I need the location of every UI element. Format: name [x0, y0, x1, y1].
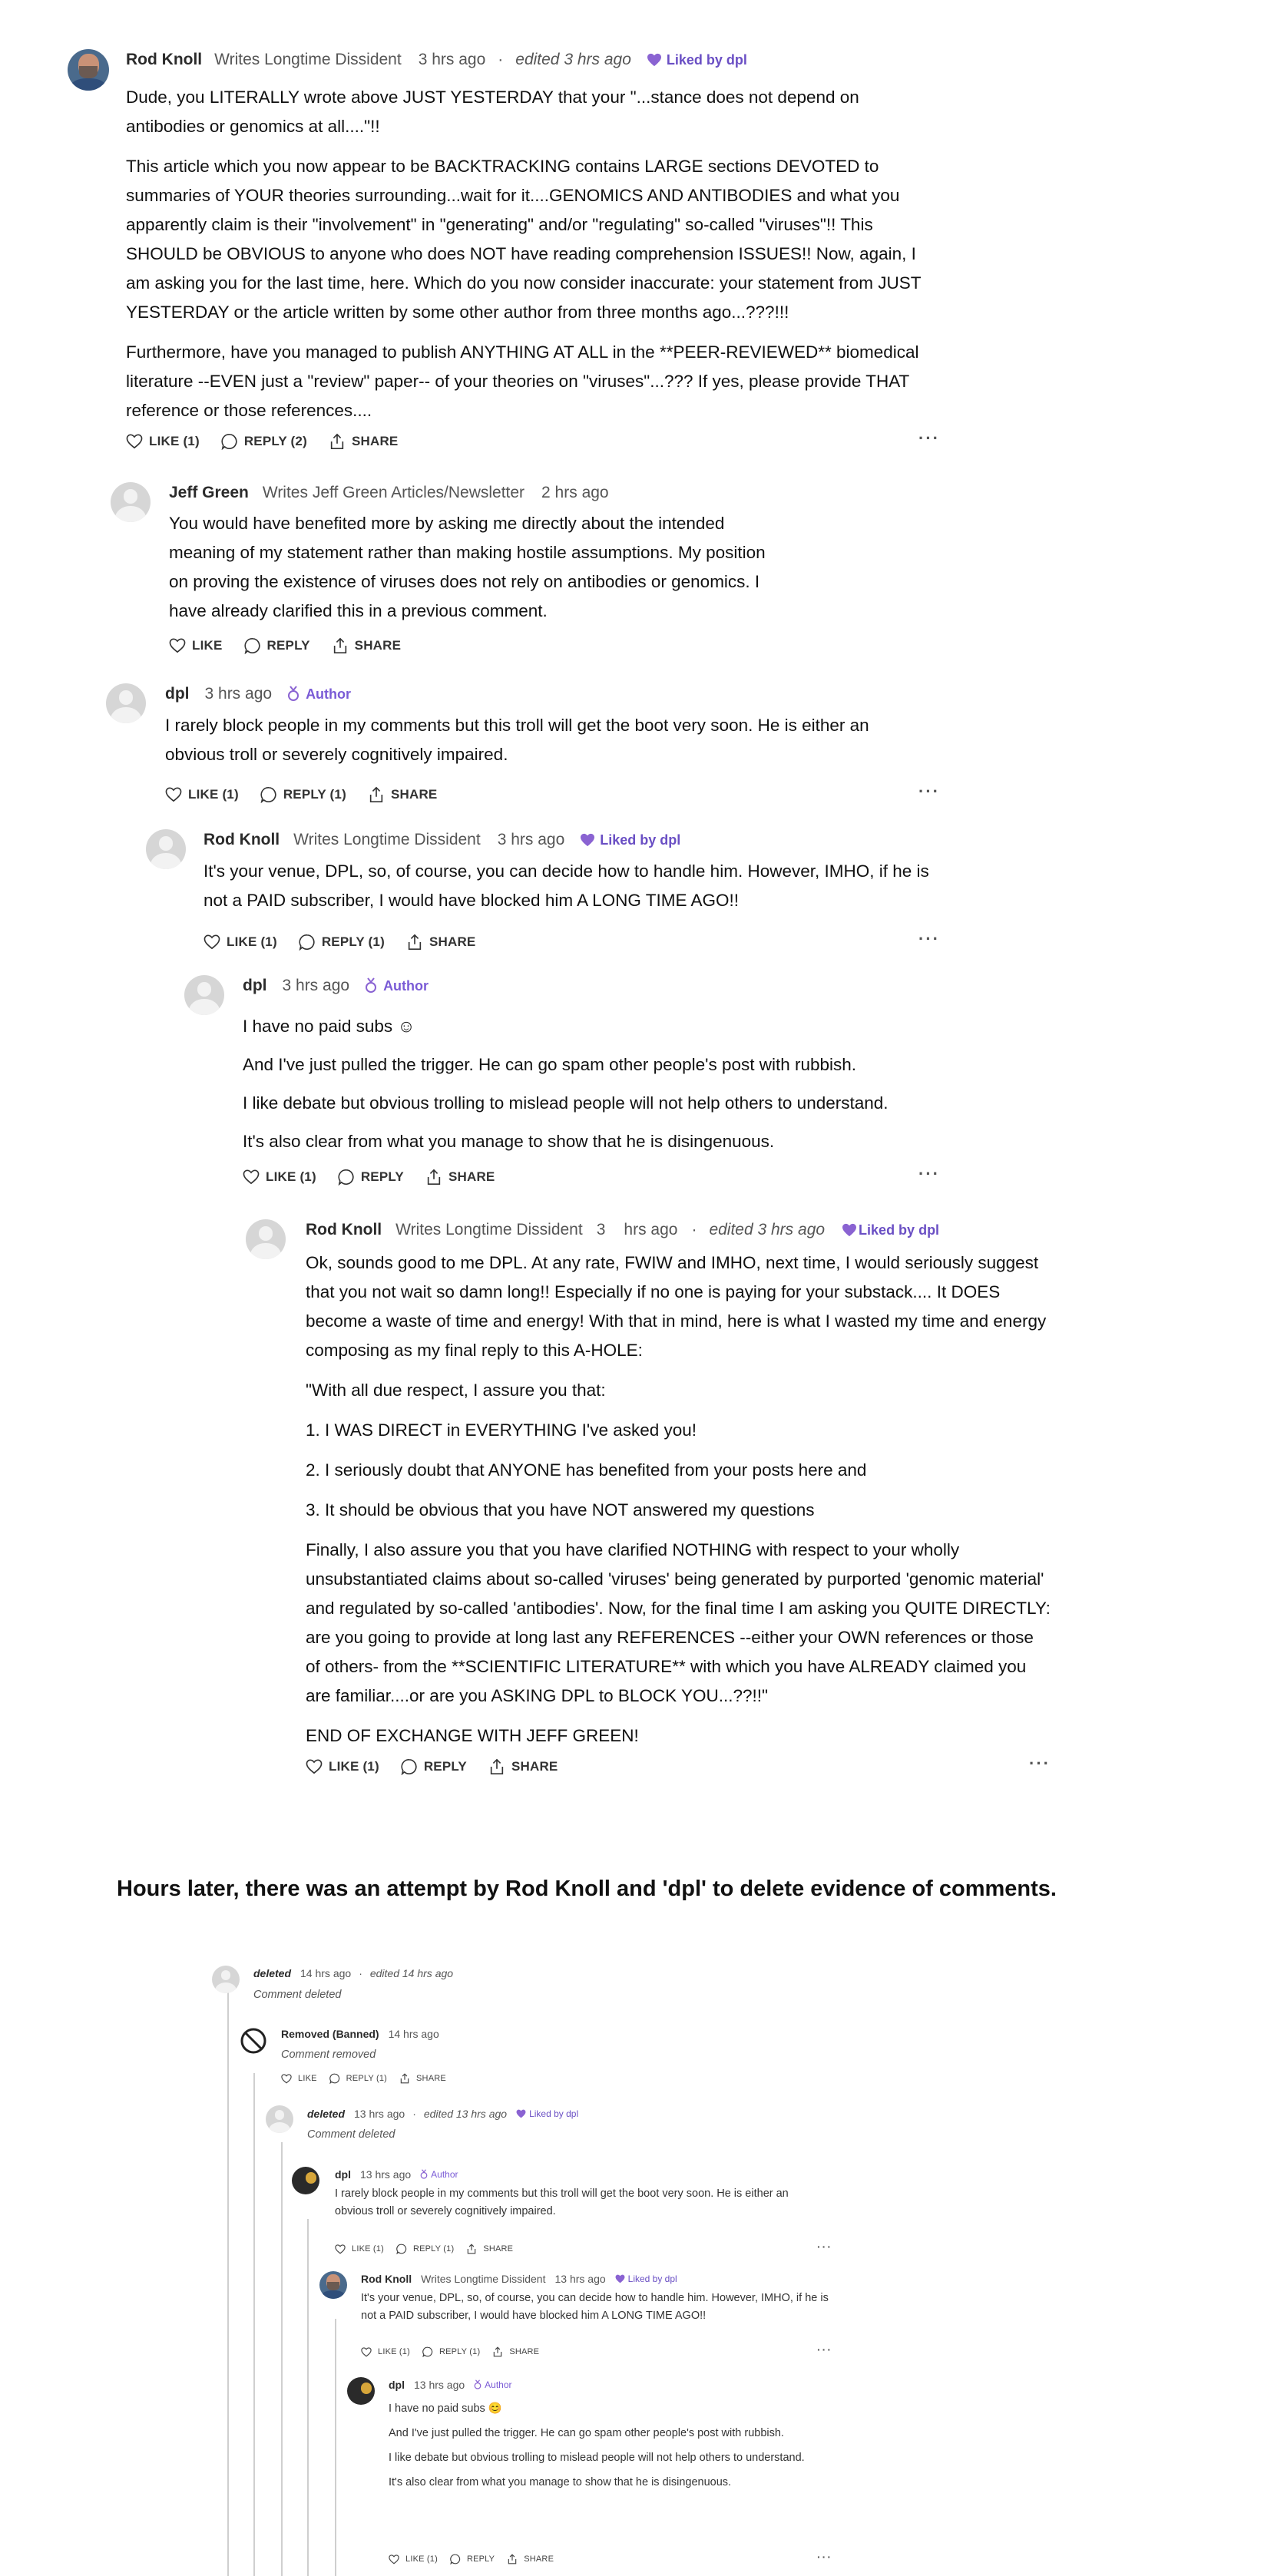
- reply-button[interactable]: REPLY (1): [260, 786, 346, 803]
- comment-paragraph: Ok, sounds good to me DPL. At any rate, FWIW and IMHO, next time, I would seriously suggest that you not wait so damn long!! Especially if no one is paying for your substack.... It DOES become a waste of time and energy! With that in mind, here is what I wasted my time and energy composing as my final reply to this A-HOLE:: [306, 1253, 1047, 1360]
- more-options-icon[interactable]: ···: [918, 929, 940, 948]
- comment-header: [126, 51, 747, 69]
- comment-actions: [361, 2346, 561, 2357]
- comment-header: [281, 2028, 439, 2040]
- author-name[interactable]: deleted: [253, 1967, 292, 1979]
- comment-header: [389, 2379, 512, 2391]
- comment-bubble-icon: [299, 934, 316, 951]
- comment-bubble-icon: [338, 1169, 355, 1185]
- comment-paragraph: 2. I seriously doubt that ANYONE has benefited from your posts here and: [306, 1460, 867, 1480]
- author-name[interactable]: Rod Knoll: [361, 2273, 412, 2285]
- comment-body: [361, 2290, 837, 2325]
- comment-paragraph: And I've just pulled the trigger. He can go spam other people's post with rubbish.: [243, 1055, 857, 1074]
- share-icon: [425, 1169, 442, 1185]
- ban-icon: [240, 2027, 267, 2055]
- timestamp[interactable]: 3 hrs ago: [497, 831, 565, 848]
- like-button[interactable]: LIKE (1): [306, 1759, 379, 1774]
- share-icon: [488, 1758, 505, 1775]
- heart-outline-icon: [281, 2074, 292, 2084]
- more-options-icon[interactable]: ···: [817, 2240, 832, 2253]
- timestamp[interactable]: 3 hrs ago: [282, 977, 350, 994]
- heart-icon: [647, 53, 662, 67]
- more-options-icon[interactable]: ···: [817, 2551, 832, 2563]
- comment-paragraph: You would have benefited more by asking me directly about the intended meaning of my statement rather than making hostile assumptions. My position on proving the existence of viruses does not rely on antibodies or genomics. I have already clarified this in a previous comment.: [169, 514, 766, 620]
- reply-button[interactable]: REPLY (1): [422, 2346, 480, 2357]
- reply-button[interactable]: REPLY: [450, 2554, 495, 2564]
- liked-label: Liked by dpl: [600, 832, 681, 848]
- author-badge: Author: [365, 977, 429, 994]
- author-name[interactable]: deleted: [307, 2108, 346, 2120]
- avatar[interactable]: [68, 49, 109, 91]
- author-byline[interactable]: Writes Jeff Green Articles/Newsletter: [262, 484, 525, 501]
- like-button[interactable]: LIKE (1): [204, 934, 277, 950]
- like-button[interactable]: LIKE (1): [126, 434, 200, 449]
- author-name[interactable]: dpl: [335, 2168, 351, 2181]
- reply-button[interactable]: REPLY: [244, 637, 310, 654]
- comment-actions: [389, 2554, 575, 2564]
- timestamp[interactable]: 13 hrs ago: [354, 2108, 405, 2120]
- reply-button[interactable]: REPLY (1): [329, 2073, 387, 2084]
- liked-label: Liked by dpl: [666, 51, 747, 68]
- comment-paragraph: "With all due respect, I assure you that:: [306, 1381, 606, 1400]
- avatar[interactable]: [266, 2105, 293, 2133]
- like-button[interactable]: LIKE (1): [335, 2244, 384, 2254]
- author-byline[interactable]: Writes Longtime Dissident: [395, 1221, 583, 1238]
- comment-bubble-icon: [396, 2244, 407, 2254]
- comment-bubble-icon: [244, 637, 261, 654]
- timestamp[interactable]: 14 hrs ago: [300, 1967, 352, 1979]
- liked-badge: [647, 52, 747, 68]
- thread-line: [281, 2142, 283, 2576]
- like-button[interactable]: LIKE (1): [243, 1169, 316, 1185]
- comment-bubble-icon: [260, 786, 277, 803]
- annotation-heading: Hours later, there was an attempt by Rod Knoll and 'dpl' to delete evidence of comments.: [117, 1877, 1057, 1901]
- comment-actions: [281, 2073, 468, 2084]
- heart-outline-icon: [335, 2244, 346, 2254]
- edited-label: edited 3 hrs ago: [709, 1221, 826, 1238]
- comment-bubble-icon: [450, 2554, 461, 2564]
- author-badge: Author: [287, 686, 351, 703]
- avatar[interactable]: [111, 482, 151, 522]
- comment-body: [126, 83, 940, 436]
- liked-badge: [842, 1222, 939, 1238]
- heart-icon: [516, 2109, 526, 2118]
- author-name[interactable]: dpl: [389, 2379, 405, 2391]
- comment-actions: [169, 637, 422, 654]
- avatar[interactable]: [319, 2271, 347, 2299]
- avatar[interactable]: [246, 1219, 286, 1259]
- timestamp[interactable]: 3: [596, 1221, 606, 1238]
- share-button[interactable]: SHARE: [492, 2346, 539, 2357]
- liked-label: Liked by dpl: [859, 1222, 940, 1238]
- author-name[interactable]: Rod Knoll: [126, 51, 203, 68]
- share-icon: [466, 2244, 477, 2254]
- reply-button[interactable]: REPLY: [338, 1169, 404, 1185]
- comment-header: [169, 484, 609, 502]
- comment-paragraph: It's also clear from what you manage to show that he is disingenuous.: [389, 2476, 732, 2488]
- comment-bubble-icon: [401, 1758, 418, 1775]
- thread-line: [307, 2219, 309, 2576]
- comment-body: [204, 857, 956, 926]
- timestamp[interactable]: 3 hrs ago: [418, 51, 486, 68]
- heart-outline-icon: [126, 434, 143, 449]
- author-name[interactable]: Removed (Banned): [281, 2028, 379, 2040]
- reply-button[interactable]: REPLY (1): [396, 2244, 454, 2254]
- comment-paragraph: Furthermore, have you managed to publish ANYTHING AT ALL in the **PEER-REVIEWED** biomedical literature --EVEN just a "review" paper-- of your theories on "viruses"...??? If yes, please provide THAT reference or those references....: [126, 342, 919, 420]
- separator: ·: [691, 1221, 697, 1238]
- avatar[interactable]: [184, 975, 224, 1015]
- comment-body: [335, 2185, 826, 2221]
- author-name[interactable]: dpl: [243, 977, 267, 994]
- heart-outline-icon: [389, 2555, 399, 2564]
- avatar[interactable]: [292, 2167, 319, 2194]
- comment-paragraph: I rarely block people in my comments but this troll will get the boot very soon. He is either an obvious troll or severely cognitively impaired.: [165, 716, 869, 764]
- deleted-note: Comment deleted: [307, 2128, 395, 2141]
- thread-line: [227, 1989, 229, 2576]
- timestamp[interactable]: 2 hrs ago: [541, 484, 609, 501]
- share-icon: [332, 637, 349, 654]
- share-button[interactable]: SHARE: [488, 1758, 558, 1775]
- avatar[interactable]: [347, 2377, 375, 2405]
- heart-outline-icon: [243, 1169, 260, 1185]
- comment-paragraph: It's your venue, DPL, so, of course, you can decide how to handle him. However, IMHO, if he is not a PAID subscriber, I would have blocked him A LONG TIME AGO!!: [204, 861, 929, 910]
- author-medal-icon: [474, 2379, 482, 2390]
- comment-header: [243, 977, 429, 995]
- heart-outline-icon: [361, 2347, 372, 2357]
- heart-outline-icon: [165, 787, 182, 802]
- heart-icon: [615, 2274, 625, 2283]
- comment-paragraph: 3. It should be obvious that you have NOT answered my questions: [306, 1500, 815, 1519]
- share-icon: [368, 786, 385, 803]
- share-button[interactable]: SHARE: [329, 433, 399, 450]
- timestamp[interactable]: 13 hrs ago: [554, 2273, 606, 2285]
- like-button[interactable]: LIKE (1): [361, 2347, 410, 2357]
- comment-actions: [335, 2244, 534, 2254]
- comment-paragraph: Finally, I also assure you that you have clarified NOTHING with respect to your wholly unsubstantiated claims about so-called 'viruses' being generated by purported 'genomic material' and regulated by so-called 'antibodies'. Now, for the final time I am asking you QUITE DIRECTLY: are you going to provide at long last any REFERENCES --either your OWN references or those of others- from the **SCIENTIFIC LITERATURE** with which you have ALREADY claimed you are familiar....or are you ASKING DPL to BLOCK YOU...??!!": [306, 1540, 1051, 1705]
- avatar[interactable]: [146, 829, 186, 869]
- comment-actions: [243, 1169, 516, 1185]
- author-medal-icon: [365, 977, 377, 994]
- share-icon: [406, 934, 423, 951]
- comment-header: [165, 685, 351, 703]
- reply-button[interactable]: REPLY: [401, 1758, 467, 1775]
- thread-line: [335, 2319, 336, 2576]
- comment-paragraph: Dude, you LITERALLY wrote above JUST YESTERDAY that your "...stance does not depend on antibodies or genomics at all...."!!: [126, 88, 859, 136]
- thread-line: [253, 2073, 255, 2576]
- author-badge: Author: [474, 2379, 511, 2390]
- author-name[interactable]: dpl: [165, 685, 190, 703]
- author-name[interactable]: Jeff Green: [169, 484, 249, 501]
- comment-header: [306, 1221, 939, 1239]
- liked-label: Liked by dpl: [529, 2108, 579, 2119]
- like-button[interactable]: LIKE (1): [165, 787, 239, 802]
- comment-body: [243, 1012, 972, 1167]
- share-button[interactable]: SHARE: [332, 637, 402, 654]
- more-options-icon[interactable]: ···: [918, 782, 940, 801]
- heart-icon: [842, 1223, 857, 1237]
- timestamp[interactable]: 13 hrs ago: [360, 2168, 412, 2181]
- heart-icon: [580, 833, 595, 847]
- like-button[interactable]: LIKE: [281, 2074, 317, 2084]
- comment-header: [361, 2273, 677, 2285]
- comment-actions: [204, 934, 497, 951]
- liked-badge: [580, 832, 680, 848]
- comment-paragraph: This article which you now appear to be BACKTRACKING contains LARGE sections DEVOTED to summaries of YOUR theories surrounding...wait for it....GENOMICS AND ANTIBODIES and what you apparently claim is their "involvement" in "generating" and/or "regulating" so-called "viruses"!! This SHOULD be OBVIOUS to anyone who does NOT have reading comprehension ISSUES!! Now, again, I am asking you for the last time, here. Which do you now consider inaccurate: your statement from JUST YESTERDAY or the article written by some other author from three months ago...???!!!: [126, 157, 922, 322]
- share-button[interactable]: SHARE: [507, 2554, 554, 2564]
- comment-bubble-icon: [329, 2073, 340, 2084]
- author-medal-icon: [420, 2169, 428, 2180]
- liked-badge: [615, 2273, 677, 2284]
- edited-label: edited 14 hrs ago: [369, 1967, 454, 1979]
- edited-label: edited 3 hrs ago: [515, 51, 631, 68]
- comment-actions: [126, 433, 419, 450]
- share-button[interactable]: SHARE: [406, 934, 476, 951]
- comment-bubble-icon: [422, 2346, 433, 2357]
- like-button[interactable]: LIKE: [169, 638, 223, 653]
- more-options-icon[interactable]: ···: [918, 428, 940, 448]
- share-button[interactable]: SHARE: [399, 2073, 446, 2084]
- more-options-icon[interactable]: ···: [1029, 1754, 1051, 1773]
- timestamp[interactable]: 13 hrs ago: [414, 2379, 465, 2391]
- separator: ·: [359, 1967, 362, 1979]
- heart-outline-icon: [306, 1759, 323, 1774]
- author-badge: Author: [420, 2169, 458, 2180]
- comment-paragraph: I like debate but obvious trolling to mislead people will not help others to understand.: [389, 2452, 805, 2464]
- like-button[interactable]: LIKE (1): [389, 2555, 438, 2564]
- author-name[interactable]: Rod Knoll: [204, 831, 280, 848]
- avatar[interactable]: [106, 683, 146, 723]
- edited-label: edited 13 hrs ago: [423, 2108, 508, 2120]
- comment-body: [389, 2400, 819, 2492]
- share-button[interactable]: SHARE: [368, 786, 438, 803]
- author-byline[interactable]: Writes Longtime Dissident: [421, 2273, 546, 2285]
- more-options-icon[interactable]: ···: [817, 2343, 832, 2356]
- share-icon: [399, 2073, 410, 2084]
- comment-actions: [165, 786, 458, 803]
- deleted-note: Comment deleted: [253, 1989, 342, 2001]
- timestamp-suffix[interactable]: hrs ago: [624, 1221, 678, 1238]
- removed-note: Comment removed: [281, 2049, 376, 2061]
- comment-header: [307, 2108, 578, 2120]
- separator: ·: [412, 2108, 416, 2120]
- heart-outline-icon: [169, 638, 186, 653]
- separator: ·: [498, 51, 504, 68]
- comment-bubble-icon: [221, 433, 238, 450]
- comment-paragraph: 1. I WAS DIRECT in EVERYTHING I've asked you!: [306, 1420, 697, 1440]
- comment-paragraph: I rarely block people in my comments but this troll will get the boot very soon. He is either an obvious troll or severely cognitively impaired.: [335, 2187, 789, 2217]
- reply-button[interactable]: REPLY (1): [299, 934, 385, 951]
- comment-paragraph: I have no paid subs ☺: [243, 1017, 415, 1036]
- more-options-icon[interactable]: ···: [918, 1164, 940, 1183]
- share-button[interactable]: SHARE: [466, 2244, 513, 2254]
- liked-label: Liked by dpl: [627, 2273, 677, 2284]
- comment-paragraph: And I've just pulled the trigger. He can go spam other people's post with rubbish.: [389, 2427, 784, 2439]
- comment-header: [253, 1967, 453, 1979]
- comment-header: [335, 2168, 458, 2181]
- timestamp[interactable]: 3 hrs ago: [204, 685, 273, 703]
- share-icon: [507, 2554, 518, 2564]
- author-byline[interactable]: Writes Longtime Dissident: [214, 51, 402, 68]
- share-icon: [492, 2346, 503, 2357]
- author-name[interactable]: Rod Knoll: [306, 1221, 382, 1238]
- avatar[interactable]: [212, 1966, 240, 1993]
- heart-outline-icon: [204, 934, 220, 950]
- comment-paragraph: It's your venue, DPL, so, of course, you can decide how to handle him. However, IMHO, if he is not a PAID subscriber, I would have blocked him A LONG TIME AGO!!: [361, 2292, 829, 2322]
- liked-badge: [516, 2108, 578, 2119]
- share-icon: [329, 433, 346, 450]
- share-button[interactable]: SHARE: [425, 1169, 495, 1185]
- comment-paragraph: END OF EXCHANGE WITH JEFF GREEN!: [306, 1726, 639, 1745]
- author-medal-icon: [287, 686, 299, 703]
- timestamp[interactable]: 14 hrs ago: [388, 2028, 439, 2040]
- comment-header: [204, 831, 680, 849]
- comment-body: [165, 711, 933, 780]
- comment-body: [169, 509, 768, 637]
- comment-actions: [306, 1758, 579, 1775]
- comment-paragraph: I have no paid subs 😊: [389, 2402, 502, 2415]
- author-byline[interactable]: Writes Longtime Dissident: [293, 831, 481, 848]
- comment-body: [306, 1248, 1051, 1761]
- reply-button[interactable]: REPLY (2): [221, 433, 307, 450]
- comment-paragraph: I like debate but obvious trolling to mislead people will not help others to understand.: [243, 1093, 889, 1113]
- comment-paragraph: It's also clear from what you manage to show that he is disingenuous.: [243, 1132, 775, 1151]
